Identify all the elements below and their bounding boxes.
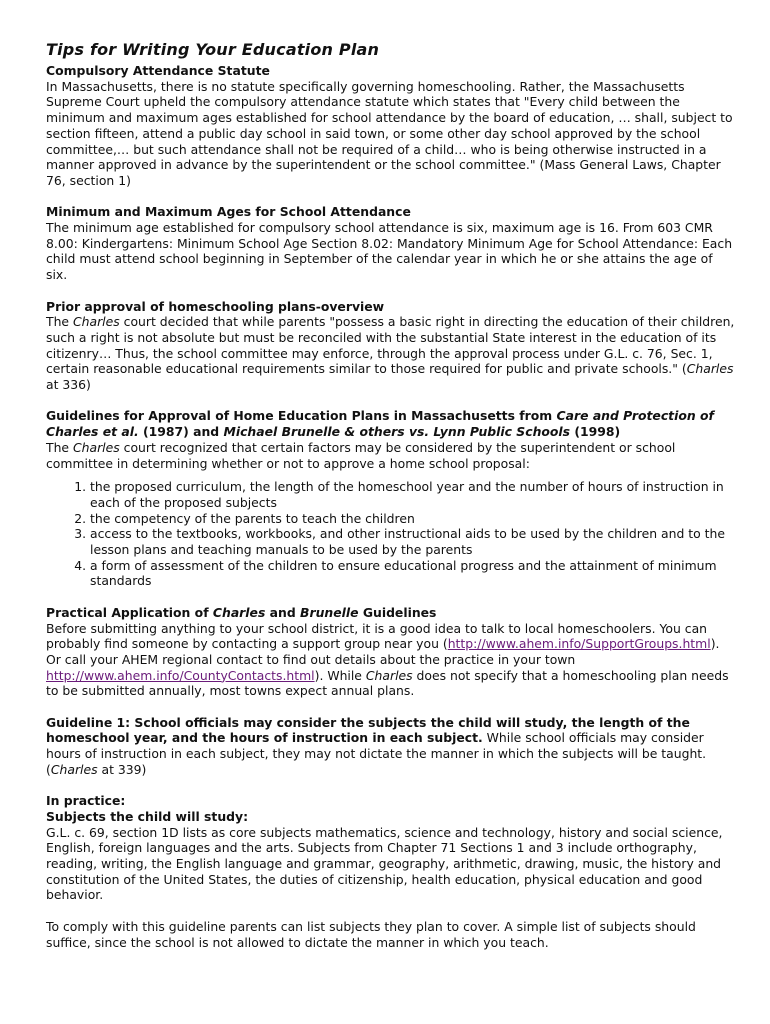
heading-run: and [265, 604, 301, 620]
list-item: 1. the proposed curriculum, the length of the homeschool year and the number of hours of instruction in each of the proposed subjects [90, 479, 736, 510]
list-item: 4. a form of assessment of the children to ensure educational progress and the attainment of minimum standards [90, 558, 736, 589]
paragraph-gap [46, 903, 736, 919]
section-guidelines-approval [46, 408, 736, 589]
section-body [46, 621, 736, 700]
text-run: ). While [314, 667, 366, 683]
case-name: Charles [72, 439, 120, 455]
text-run: Before submitting anything to your school district, it is a good idea to talk to local homeschoolers. You can probably find someone by contacting a support group near you ( [46, 620, 708, 652]
county-contacts-link[interactable]: http://www.ahem.info/CountyContacts.html [46, 667, 315, 683]
criteria-list [46, 479, 736, 589]
section-body: The minimum age established for compulsory school attendance is six, maximum age is 16. From 603 CMR 8.00: Kindergartens: Minimum School Age Section 8.02: Mandatory Minimum Age for School Attendance: Each child must attend school beginning in September of the calendar year in which he or she attains the age of six. [46, 220, 733, 283]
heading-run: (1998) [570, 424, 621, 440]
section-practical-application [46, 605, 736, 699]
section-body [46, 314, 736, 393]
text-run: does not specify that a homeschooling plan needs to be submitted annually, most towns expect annual plans. [46, 667, 729, 699]
section-body: G.L. c. 69, section 1D lists as core subjects mathematics, science and technology, history and social science, English, foreign languages and the arts. Subjects from Chapter 71 Sections 1 and 3 include orthography, reading, writing, the English language and grammar, geography, arithmetic, drawing, music, the history and constitution of the United States, the duties of citizenship, health education, physical education and good behavior. [46, 824, 723, 903]
case-title: Michael Brunelle & others vs. Lynn Public Schools [223, 424, 571, 440]
section-heading: Prior approval of homeschooling plans-overview [46, 298, 385, 314]
section-in-practice [46, 793, 736, 950]
text-run: court recognized that certain factors may be considered by the superintendent or school committee in determining whether or not to approve a home school proposal: [46, 439, 676, 471]
heading-run: (1987) and [138, 424, 224, 440]
section-heading: In practice: [46, 793, 126, 809]
case-name: Charles [72, 314, 120, 330]
section-prior-approval [46, 299, 736, 393]
text-run: The [46, 314, 73, 330]
heading-run: Guidelines for Approval of Home Education Plans in Massachusetts from [46, 408, 557, 424]
section-guideline-1 [46, 715, 736, 778]
case-name: Charles [365, 667, 413, 683]
heading-run: Practical Application of [46, 604, 213, 620]
support-groups-link[interactable]: http://www.ahem.info/SupportGroups.html [447, 636, 711, 652]
list-item: 3. access to the textbooks, workbooks, and other instructional aids to be used by the children and to the lesson plans and teaching manuals to be used by the parents [90, 526, 736, 557]
section-heading [46, 408, 736, 439]
text-run: at 336) [46, 377, 91, 393]
case-citation: Charles [686, 361, 734, 377]
section-heading: Compulsory Attendance Statute [46, 63, 270, 78]
criteria-list-wrap [46, 479, 736, 589]
case-title: Care and Protection of Charles et al. [46, 408, 714, 440]
section-compulsory-attendance [46, 63, 736, 189]
list-item: 2. the competency of the parents to teach the children [90, 511, 736, 527]
case-name: Brunelle [300, 604, 359, 620]
section-body [46, 440, 736, 471]
document-title: Tips for Writing Your Education Plan [46, 40, 380, 59]
text-run: The [46, 439, 73, 455]
heading-run: Guidelines [358, 604, 437, 620]
section-heading [46, 605, 736, 621]
case-citation: Charles [50, 761, 98, 777]
case-name: Charles [212, 604, 266, 620]
section-body: In Massachusetts, there is no statute specifically governing homeschooling. Rather, the Massachusetts Supreme Court upheld the compulsory attendance statute which states that "Every child between the minimum and maximum ages established for school attendance by the board of education, … shall, subject to section fifteen, attend a public day school in said town, or some other day school approved by the school committee,… but such attendance shall not be required of a child… who is being otherwise instructed in a manner approved in advance by the superintendent or the school committee." (Mass General Laws, Chapter 76, section 1) [46, 78, 733, 188]
text-run: court decided that while parents "possess a basic right in directing the education of their children, such a right is not absolute but must be reconciled with the substantial State interest in the education of its citizenry… Thus, the school committee may enforce, through the approval process under G.L. c. 76, Sec. 1, certain reasonable educational requirements similar to those required for public and private schools." ( [46, 314, 735, 377]
section-ages [46, 204, 736, 283]
text-run: at 339) [97, 761, 147, 777]
document-page [46, 40, 736, 966]
text-run: While school officials may consider hours of instruction in each subject, they may not dictate the manner in which the subjects will be taught. ( [46, 730, 707, 777]
subsection-heading: Subjects the child will study: [46, 808, 249, 824]
guideline-heading: Guideline 1: School officials may consider the subjects the child will study, the length of the homeschool year, and the hours of instruction in each subject. [46, 714, 690, 746]
section-heading: Minimum and Maximum Ages for School Attendance [46, 204, 411, 220]
section-body [46, 715, 736, 778]
text-run: ). Or call your AHEM regional contact to find out details about the practice in your town [46, 636, 720, 667]
section-body: To comply with this guideline parents can list subjects they plan to cover. A simple list of subjects should suffice, since the school is not allowed to dictate the manner in which you teach. [46, 918, 696, 950]
